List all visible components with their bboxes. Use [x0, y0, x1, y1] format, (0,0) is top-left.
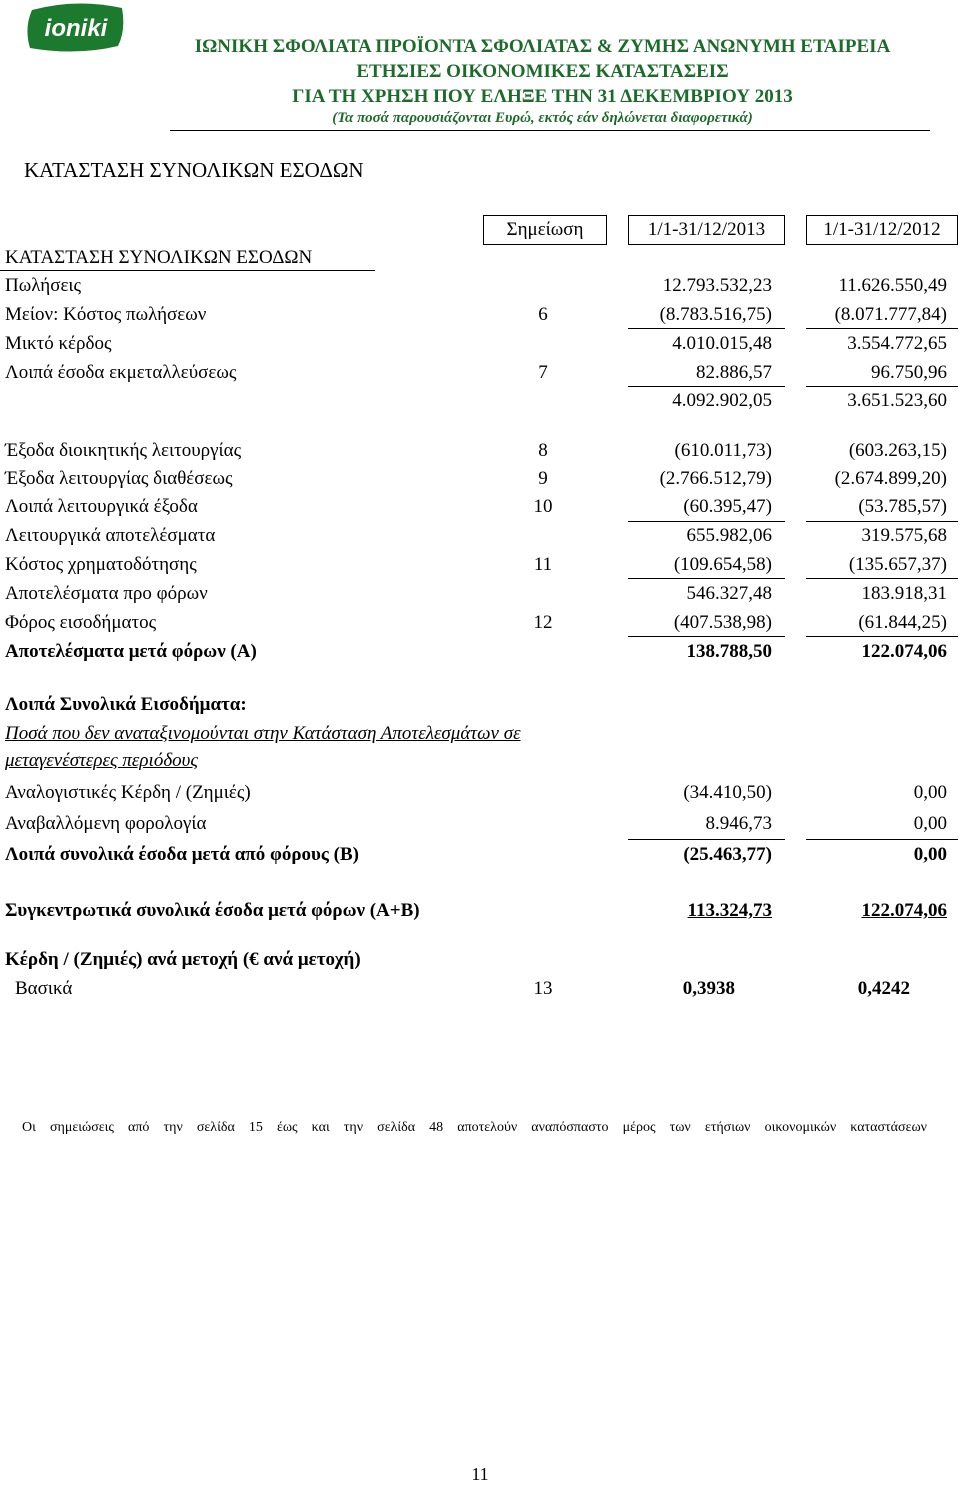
- row-value-2012: 319.575,68: [861, 525, 947, 546]
- row-label: Έξοδα λειτουργίας διαθέσεως: [5, 468, 233, 489]
- currency-note: (Τα ποσά παρουσιάζονται Ευρώ, εκτός εάν δηλώνεται διαφορετικά): [332, 110, 753, 126]
- row-value-2012: (135.657,37): [848, 554, 947, 575]
- section-title: ΚΑΤΑΣΤΑΣΗ ΣΥΝΟΛΙΚΩΝ ΕΣΟΔΩΝ: [5, 247, 313, 268]
- row-label: Φόρος εισοδήματος: [5, 612, 157, 633]
- row-value-2012: 0,00: [913, 782, 947, 803]
- row-value-2012: 122.074,06: [861, 641, 947, 662]
- row-label: Βασικά: [15, 978, 73, 999]
- subtotal-rule: [628, 328, 785, 329]
- row-note: 11: [533, 554, 553, 575]
- row-value-2012: (53.785,57): [858, 496, 947, 517]
- row-label: Αποτελέσματα μετά φόρων (Α): [5, 641, 257, 662]
- table-row: [0, 610, 960, 636]
- subtotal-rule: [806, 386, 958, 387]
- row-value-2013: (109.654,58): [673, 554, 772, 575]
- row-value-2012: 0,00: [913, 813, 947, 834]
- table-row: [0, 811, 960, 837]
- row-label: Αποτελέσματα προ φόρων: [5, 583, 208, 604]
- row-value-2012: (8.071.777,84): [834, 304, 947, 325]
- row-note: 10: [533, 496, 553, 517]
- row-label: Λοιπά έσοδα εκμεταλλεύσεως: [5, 362, 237, 383]
- row-label: Μείον: Κόστος πωλήσεων: [5, 304, 207, 325]
- table-row-grand-total: [0, 898, 960, 924]
- row-label: Πωλήσεις: [5, 275, 82, 296]
- row-value-2013: 0,3938: [682, 978, 735, 999]
- row-value-2013: 546.327,48: [686, 583, 772, 604]
- row-note: 13: [533, 978, 553, 999]
- row-label: Έξοδα διοικητικής λειτουργίας: [5, 440, 242, 461]
- eps-heading-row: [0, 947, 960, 973]
- row-value-2012: 0,4242: [857, 978, 910, 999]
- row-label: Αναβαλλόμενη φορολογία: [5, 813, 207, 834]
- row-value-2013: 82.886,57: [696, 362, 772, 383]
- row-label: Κόστος χρηματοδότησης: [5, 554, 197, 575]
- row-value-2012: 3.554.772,65: [847, 333, 947, 354]
- logo-text: ioniki: [44, 15, 108, 42]
- row-value-2012: 122.074,06: [861, 900, 947, 921]
- table-row-total: [0, 639, 960, 665]
- row-value-2013: 4.010.015,48: [672, 333, 772, 354]
- row-value-2013: (8.783.516,75): [659, 304, 772, 325]
- period-title: ΓΙΑ ΤΗ ΧΡΗΣΗ ΠΟΥ ΕΛΗΞΕ ΤΗΝ 31 ΔΕΚΕΜΒΡΙΟΥ 2013: [292, 86, 793, 107]
- subtotal-rule: [628, 521, 785, 522]
- column-header-2013: 1/1-31/12/2013: [628, 215, 785, 245]
- row-note: 6: [538, 304, 548, 325]
- subtotal-rule: [806, 636, 958, 637]
- row-value-2013: (25.463,77): [683, 844, 772, 865]
- column-header-2012: 1/1-31/12/2012: [806, 215, 958, 245]
- oci-heading-row: [0, 692, 960, 718]
- row-label: Μικτό κέρδος: [5, 333, 112, 354]
- column-header-note: Σημείωση: [483, 215, 607, 245]
- row-value-2012: (61.844,25): [858, 612, 947, 633]
- table-row: [0, 438, 960, 464]
- oci-subheading: Ποσά που δεν αναταξινομούνται στην Κατάσταση Αποτελεσμάτων σε: [5, 723, 521, 744]
- table-row: [0, 494, 960, 520]
- subtotal-rule: [806, 328, 958, 329]
- row-value-2013: (610.011,73): [674, 440, 772, 461]
- oci-subheading-row: [0, 748, 960, 774]
- page-number: 11: [471, 1464, 489, 1484]
- row-value-2013: 8.946,73: [705, 813, 772, 834]
- oci-subheading-continued: μεταγενέστερες περιόδους: [5, 750, 199, 771]
- table-row: [0, 466, 960, 492]
- row-value-2012: 11.626.550,49: [838, 275, 947, 296]
- subtotal-rule: [806, 578, 958, 579]
- statements-title: ΕΤΗΣΙΕΣ ΟΙΚΟΝΟΜΙΚΕΣ ΚΑΤΑΣΤΑΣΕΙΣ: [356, 61, 729, 82]
- page-title: ΚΑΤΑΣΤΑΣΗ ΣΥΝΟΛΙΚΩΝ ΕΣΟΔΩΝ: [24, 158, 364, 182]
- table-row: [0, 523, 960, 549]
- row-label: Λοιπά λειτουργικά έξοδα: [5, 496, 198, 517]
- subtotal-rule: [628, 578, 785, 579]
- row-note: 7: [538, 362, 548, 383]
- subtotal-rule: [628, 839, 785, 840]
- header-divider: [170, 130, 930, 131]
- table-row: [0, 552, 960, 578]
- table-row-total: [0, 842, 960, 868]
- row-value-2013: (407.538,98): [673, 612, 772, 633]
- row-value-2013: 113.324,73: [687, 900, 772, 921]
- row-value-2012: 183.918,31: [861, 583, 947, 604]
- table-row: [0, 331, 960, 357]
- row-value-2013: 12.793.532,23: [662, 275, 772, 296]
- table-row: [0, 780, 960, 806]
- table-row: [0, 360, 960, 386]
- table-row: [0, 388, 960, 414]
- row-value-2013: 655.982,06: [686, 525, 772, 546]
- row-value-2012: 3.651.523,60: [847, 390, 947, 411]
- row-value-2012: 96.750,96: [871, 362, 947, 383]
- table-row: [0, 273, 960, 299]
- row-note: 9: [538, 468, 548, 489]
- row-note: 8: [538, 440, 548, 461]
- row-value-2013: (2.766.512,79): [659, 468, 772, 489]
- row-label: Συγκεντρωτικά συνολικά έσοδα μετά φόρων (Α+Β): [5, 900, 420, 921]
- row-label: Λοιπά συνολικά έσοδα μετά από φόρους (Β): [5, 844, 359, 865]
- row-value-2012: (603.263,15): [848, 440, 947, 461]
- row-value-2012: 0,00: [913, 844, 947, 865]
- company-name: ΙΩΝΙΚΗ ΣΦΟΛΙΑΤΑ ΠΡΟΪΟΝΤΑ ΣΦΟΛΙΑΤΑΣ & ΖΥΜΗΣ ΑΝΩΝΥΜΗ ΕΤΑΙΡΕΙΑ: [194, 36, 891, 57]
- section-title-row: [0, 245, 960, 271]
- eps-heading: Κέρδη / (Ζημιές) ανά μετοχή (€ ανά μετοχή): [5, 949, 361, 970]
- row-label: Λειτουργικά αποτελέσματα: [5, 525, 216, 546]
- subtotal-rule: [628, 636, 785, 637]
- row-note: 12: [533, 612, 553, 633]
- row-value-2013: 138.788,50: [686, 641, 772, 662]
- row-value-2013: 4.092.902,05: [672, 390, 772, 411]
- subtotal-rule: [806, 839, 958, 840]
- footnote: Οι σημειώσεις από την σελίδα 15 έως και την σελίδα 48 αποτελούν αναπόσπαστο μέρος των ετήσιων οικονομικών καταστάσεων: [22, 1120, 927, 1135]
- company-logo: [26, 2, 126, 54]
- row-value-2013: (34.410,50): [683, 782, 772, 803]
- row-value-2012: (2.674.899,20): [834, 468, 947, 489]
- oci-subheading-row: [0, 721, 960, 747]
- table-row: [0, 302, 960, 328]
- table-row: [0, 581, 960, 607]
- oci-heading: Λοιπά Συνολικά Εισοδήματα:: [5, 694, 247, 715]
- subtotal-rule: [628, 386, 785, 387]
- table-row: [0, 976, 960, 1002]
- row-value-2013: (60.395,47): [683, 496, 772, 517]
- row-label: Αναλογιστικές Κέρδη / (Ζημιές): [5, 782, 251, 803]
- subtotal-rule: [806, 521, 958, 522]
- section-title-rule: [0, 270, 375, 271]
